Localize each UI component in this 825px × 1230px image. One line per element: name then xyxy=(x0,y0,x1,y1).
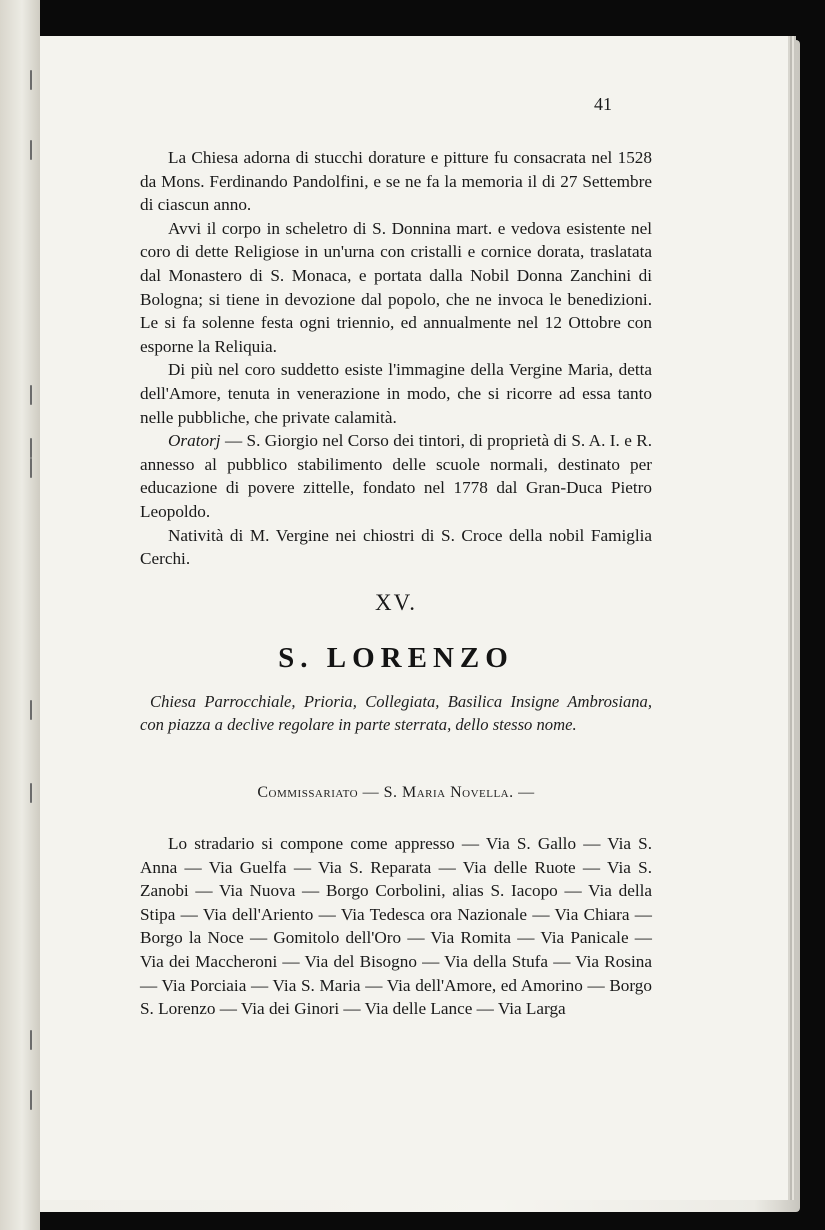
paragraph-virgin-image: Di più nel coro suddetto esiste l'immagine della Vergine Maria, detta dell'Amore, tenuta in venerazione in modo, che si ricorre ad essa tanto nelle pubbliche, che private calamità. xyxy=(140,360,652,427)
facing-page-edge xyxy=(0,0,40,1230)
body-text xyxy=(140,146,652,571)
section-subtitle: Chiesa Parrocchiale, Prioria, Collegiata, Basilica Insigne Ambrosiana, con piazza a declive regolare in parte sterrata, dello stesso nome. xyxy=(140,692,652,734)
binding-thread xyxy=(30,385,32,405)
section-number: XV. xyxy=(374,590,417,615)
page-number: 41 xyxy=(594,94,612,114)
binding-thread xyxy=(30,140,32,160)
section-title: S. LORENZO xyxy=(278,642,514,674)
binding-thread xyxy=(30,1030,32,1050)
binding-thread xyxy=(30,1090,32,1110)
binding-thread xyxy=(30,70,32,90)
binding-thread xyxy=(30,783,32,803)
paragraph-consecration: La Chiesa adorna di stucchi dorature e pitture fu consacrata nel 1528 da Mons. Ferdinando Pandolfini, e se ne fa la memoria il di 27 Settembre di ciascun anno. xyxy=(140,148,652,215)
paragraph-nativita: Natività di M. Vergine nei chiostri di S. Croce della nobil Famiglia Cerchi. xyxy=(140,525,652,569)
street-list: Lo stradario si compone come appresso — Via S. Gallo — Via S. Anna — Via Guelfa — Via S. Reparata — Via delle Ruote — Via S. Zanobi — Via Nuova — Borgo Corbolini, alias S. Iacopo — Via della Stipa — Via dell'Ariento — Via Tedesca ora Nazionale — Via Chiara — Borgo la Noce — Gomitolo dell'Oro — Via Romita — Via Panicale — Via dei Maccheroni — Via del Bisogno — Via della Stufa — Via Rosina — Via Porciaia — Via S. Maria — Via dell'Amore, ed Amorino — Borgo S. Lorenzo — Via dei Ginori — Via delle Lance — Via Larga xyxy=(140,834,652,1019)
paragraph-relics: Avvi il corpo in scheletro di S. Donnina mart. e vedova esistente nel coro di dette Religiose in un'urna con cristalli e cornice dorata, traslatata dal Monastero di S. Monaca, e portata dalla Nobil Donna Zanchini di Bologna; si tiene in devozione dal popolo, che ne invoca le benedizioni. Le si fa solenne festa ogni triennio, ed annualmente nel 12 Ottobre con esporne la Reliquia. xyxy=(140,218,652,356)
binding-thread xyxy=(30,700,32,720)
binding-thread xyxy=(30,438,32,458)
oratorj-text: — S. Giorgio nel Corso dei tintori, di proprietà di S. A. I. e R. annesso al pubblico stabilimento delle scuole normali, destinato per educazione di povere zittelle, fondato nel 1778 dal Gran-Duca Pietro Leopoldo. xyxy=(140,431,652,521)
commissariato-line: Commissariato — S. Maria Novella. — xyxy=(257,784,535,801)
paragraph-oratorj xyxy=(140,429,652,523)
binding-thread xyxy=(30,458,32,478)
oratorj-label: Oratorj xyxy=(168,431,221,451)
